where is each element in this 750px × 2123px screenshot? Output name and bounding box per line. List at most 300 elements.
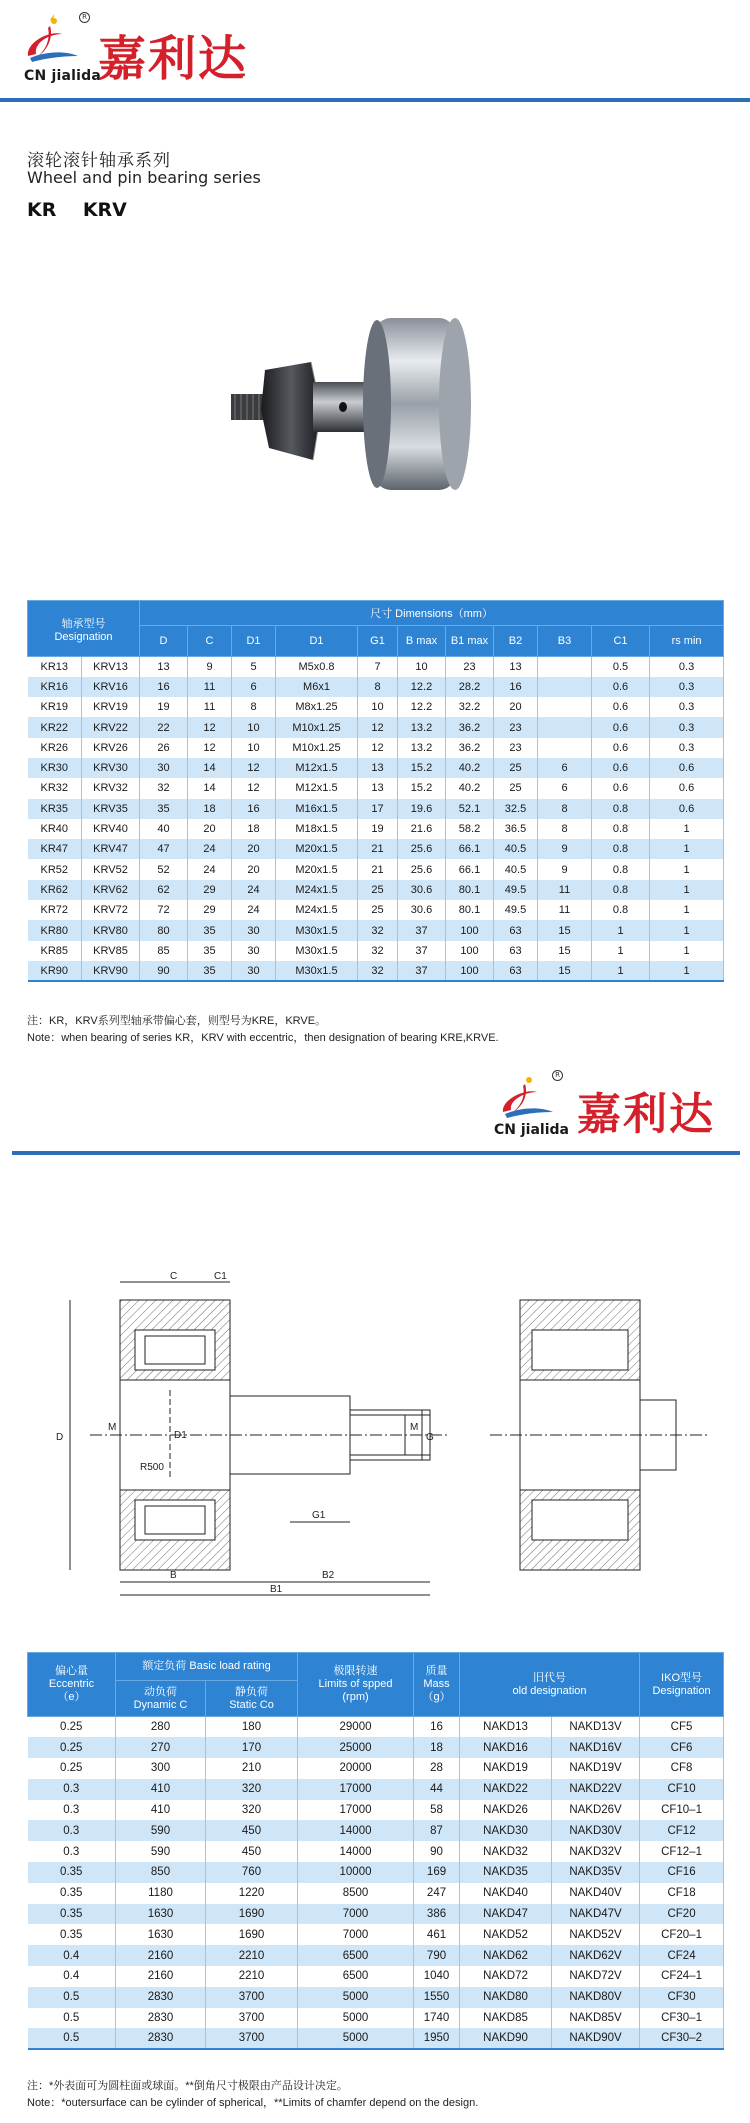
table-cell: CF30–1 — [640, 2008, 724, 2029]
table-cell: 30 — [232, 961, 276, 981]
table-cell: 1 — [592, 961, 650, 981]
table-cell: 25.6 — [398, 839, 446, 859]
dim-label-c1: C1 — [214, 1271, 227, 1282]
table-cell: 28 — [414, 1758, 460, 1779]
table-cell: KR80 — [28, 920, 82, 940]
table-cell: NAKD30 — [460, 1820, 552, 1841]
table-cell: 35 — [188, 941, 232, 961]
section-divider — [12, 1151, 740, 1155]
table-cell: 1 — [650, 900, 724, 920]
table-cell: 19 — [140, 697, 188, 717]
table-cell: 29000 — [298, 1717, 414, 1738]
table-cell: 26 — [140, 738, 188, 758]
table-cell: 410 — [116, 1800, 206, 1821]
table-cell: 270 — [116, 1737, 206, 1758]
dimensions-header: 尺寸 Dimensions（mm） — [140, 601, 724, 626]
table-cell: 19 — [358, 819, 398, 839]
table-row — [28, 1904, 724, 1925]
table-cell: 12 — [358, 717, 398, 737]
table-cell: NAKD62 — [460, 1945, 552, 1966]
dim-col-header: B max — [398, 626, 446, 657]
table-cell: 0.5 — [28, 2008, 116, 2029]
table-cell: 8 — [538, 819, 592, 839]
load-rating-table — [27, 1652, 724, 2050]
table-cell: 6500 — [298, 1945, 414, 1966]
table-cell: 0.6 — [592, 738, 650, 758]
table-cell: KRV32 — [82, 778, 140, 798]
table-cell: CF20 — [640, 1904, 724, 1925]
table-row — [28, 2028, 724, 2049]
registered-mark-2: R — [552, 1070, 563, 1081]
table-cell: 37 — [398, 961, 446, 981]
table-cell: 11 — [188, 697, 232, 717]
table-cell: 10 — [398, 657, 446, 677]
table-cell: 30 — [232, 941, 276, 961]
table-cell: 11 — [538, 900, 592, 920]
table-cell: 1 — [650, 839, 724, 859]
table-cell: 1220 — [206, 1883, 298, 1904]
table-cell: M30x1.5 — [276, 920, 358, 940]
dim-label-d1: D1 — [174, 1430, 187, 1441]
table-cell: KR85 — [28, 941, 82, 961]
table-cell: 30.6 — [398, 880, 446, 900]
table-cell: 25 — [358, 880, 398, 900]
table-cell: 0.35 — [28, 1862, 116, 1883]
table-cell: 0.8 — [592, 799, 650, 819]
table-cell: CF18 — [640, 1883, 724, 1904]
table-cell: 32 — [358, 920, 398, 940]
table-cell: CF16 — [640, 1862, 724, 1883]
table-cell: M10x1.25 — [276, 738, 358, 758]
table-cell: 1740 — [414, 2008, 460, 2029]
table-cell: KRV19 — [82, 697, 140, 717]
table-cell: 12 — [188, 738, 232, 758]
table-cell — [538, 697, 592, 717]
table-cell: 100 — [446, 920, 494, 940]
table-cell: KR72 — [28, 900, 82, 920]
table-cell: 10000 — [298, 1862, 414, 1883]
table-cell: NAKD85V — [552, 2008, 640, 2029]
table-cell: 9 — [188, 657, 232, 677]
static-header: 静负荷 Static Co — [206, 1681, 298, 1717]
table-cell: KRV35 — [82, 799, 140, 819]
table-cell: 0.25 — [28, 1737, 116, 1758]
table-cell: 0.3 — [28, 1779, 116, 1800]
technical-drawing — [50, 1270, 750, 1600]
table-cell: M20x1.5 — [276, 839, 358, 859]
table-cell: 29 — [188, 900, 232, 920]
table-cell: 0.3 — [650, 677, 724, 697]
table-cell: NAKD62V — [552, 1945, 640, 1966]
dim-col-header: D1 — [276, 626, 358, 657]
table-cell: 21.6 — [398, 819, 446, 839]
table-row — [28, 799, 724, 819]
table-cell: 40 — [140, 819, 188, 839]
dim-label-b1: B1 — [270, 1584, 283, 1595]
designation-header: 轴承型号 Designation — [28, 601, 140, 657]
table-cell: KRV72 — [82, 900, 140, 920]
table-cell: 3700 — [206, 1987, 298, 2008]
table-cell: CF24 — [640, 1945, 724, 1966]
table-cell: NAKD22 — [460, 1779, 552, 1800]
table-cell: 1 — [592, 941, 650, 961]
table-cell: 37 — [398, 941, 446, 961]
table-cell: NAKD40V — [552, 1883, 640, 1904]
table-cell: 1 — [592, 920, 650, 940]
table-cell: 90 — [140, 961, 188, 981]
table-cell: KRV62 — [82, 880, 140, 900]
dim-label-m: M — [108, 1422, 117, 1433]
table-cell: 15 — [538, 961, 592, 981]
table-cell: 2830 — [116, 1987, 206, 2008]
table-cell: NAKD47 — [460, 1904, 552, 1925]
dim-col-header: B3 — [538, 626, 592, 657]
table-cell: KRV40 — [82, 819, 140, 839]
dim-col-header: rs min — [650, 626, 724, 657]
table-row — [28, 819, 724, 839]
dim-label-r500: R500 — [140, 1462, 164, 1473]
dim-col-header: D1 — [232, 626, 276, 657]
table1-note: 注：KR，KRV系列型轴承带偏心套，则型号为KRE，KRVE。 Note：when bearing of series KR，KRV with eccentric，then designation of bearing KRE,KRVE. — [27, 1015, 499, 1044]
table-cell: 461 — [414, 1924, 460, 1945]
table-cell: 169 — [414, 1862, 460, 1883]
table-cell: M6x1 — [276, 677, 358, 697]
brand-name-en: CN jialida — [24, 68, 101, 84]
table-cell: 15 — [538, 920, 592, 940]
brand-name-en-2: CN jialida — [494, 1122, 569, 1138]
table-cell: 16 — [140, 677, 188, 697]
table-cell: 790 — [414, 1945, 460, 1966]
table-cell: NAKD19V — [552, 1758, 640, 1779]
speed-header: 极限转速 Limits of spped (rpm) — [298, 1653, 414, 1717]
table-cell: 12 — [232, 758, 276, 778]
table-row — [28, 1820, 724, 1841]
table-cell: M10x1.25 — [276, 717, 358, 737]
table-cell: 1950 — [414, 2028, 460, 2049]
table-cell: 13.2 — [398, 738, 446, 758]
table-cell: KR62 — [28, 880, 82, 900]
table-cell: 18 — [414, 1737, 460, 1758]
table-row — [28, 1883, 724, 1904]
table-cell: 30.6 — [398, 900, 446, 920]
table-cell: 9 — [538, 859, 592, 879]
table-cell: M12x1.5 — [276, 778, 358, 798]
table-cell: 12 — [232, 778, 276, 798]
table-cell: 0.6 — [592, 778, 650, 798]
table-cell: NAKD35 — [460, 1862, 552, 1883]
table-cell: 9 — [538, 839, 592, 859]
table-cell: 35 — [188, 920, 232, 940]
table-row — [28, 900, 724, 920]
table-cell: 63 — [494, 961, 538, 981]
table-cell: 2830 — [116, 2008, 206, 2029]
table-cell: 30 — [140, 758, 188, 778]
table-cell: 15.2 — [398, 778, 446, 798]
table-cell: M12x1.5 — [276, 758, 358, 778]
table-cell: 0.3 — [650, 657, 724, 677]
table-row — [28, 859, 724, 879]
table-cell: KR90 — [28, 961, 82, 981]
table-cell: 2160 — [116, 1966, 206, 1987]
table-cell: 7000 — [298, 1904, 414, 1925]
table-cell: 13 — [358, 758, 398, 778]
table-cell: 1550 — [414, 1987, 460, 2008]
table-cell: 40.2 — [446, 758, 494, 778]
table-cell: 30 — [232, 920, 276, 940]
table-cell: 17000 — [298, 1800, 414, 1821]
mass-header: 质量 Mass （g） — [414, 1653, 460, 1717]
table-row — [28, 1779, 724, 1800]
table-row — [28, 657, 724, 677]
table-cell: 58 — [414, 1800, 460, 1821]
table-cell: CF10 — [640, 1779, 724, 1800]
table-cell: 49.5 — [494, 900, 538, 920]
table-cell: M8x1.25 — [276, 697, 358, 717]
table-cell: 1690 — [206, 1924, 298, 1945]
table-cell: 35 — [188, 961, 232, 981]
dim-label-b: B — [170, 1570, 177, 1581]
table-cell: 23 — [494, 738, 538, 758]
bearing-product-image — [225, 290, 495, 510]
table-cell — [538, 657, 592, 677]
table-cell: CF5 — [640, 1717, 724, 1738]
table-cell: NAKD90 — [460, 2028, 552, 2049]
table-cell: 0.6 — [650, 799, 724, 819]
table-cell: 1630 — [116, 1924, 206, 1945]
dim-label-g: G — [426, 1432, 434, 1443]
table-cell: 0.6 — [650, 778, 724, 798]
table-row — [28, 758, 724, 778]
table-cell: 7000 — [298, 1924, 414, 1945]
table-cell: NAKD26V — [552, 1800, 640, 1821]
dynamic-header: 动负荷 Dynamic C — [116, 1681, 206, 1717]
series-title-en: Wheel and pin bearing series — [27, 168, 261, 187]
table-cell: NAKD32V — [552, 1841, 640, 1862]
table-cell: 66.1 — [446, 859, 494, 879]
table-cell: 25 — [494, 758, 538, 778]
table-cell: 0.35 — [28, 1904, 116, 1925]
table-cell: 0.4 — [28, 1945, 116, 1966]
table-cell: 280 — [116, 1717, 206, 1738]
table-row — [28, 2008, 724, 2029]
table-cell: 8 — [538, 799, 592, 819]
iko-header: IKO型号 Designation — [640, 1653, 724, 1717]
table-cell: 11 — [538, 880, 592, 900]
table-cell: 24 — [188, 839, 232, 859]
table-cell: 320 — [206, 1800, 298, 1821]
table-cell: KR47 — [28, 839, 82, 859]
table-cell: 1630 — [116, 1904, 206, 1925]
series-models: KR KRV — [27, 199, 127, 221]
table-cell: 6 — [538, 778, 592, 798]
table-cell: 80.1 — [446, 900, 494, 920]
table-cell: 13.2 — [398, 717, 446, 737]
table-cell: M24x1.5 — [276, 900, 358, 920]
dim-col-header: B2 — [494, 626, 538, 657]
table-cell: 0.3 — [650, 738, 724, 758]
table-cell: 320 — [206, 1779, 298, 1800]
table-cell: 20 — [232, 859, 276, 879]
table-row — [28, 961, 724, 981]
table-cell: 247 — [414, 1883, 460, 1904]
table-cell: KR52 — [28, 859, 82, 879]
table-cell: 760 — [206, 1862, 298, 1883]
table-cell: 100 — [446, 941, 494, 961]
table-cell: 8 — [358, 677, 398, 697]
table-cell: 20 — [232, 839, 276, 859]
table-cell: 80 — [140, 920, 188, 940]
dim-col-header: D — [140, 626, 188, 657]
table-row — [28, 717, 724, 737]
table-cell: 386 — [414, 1904, 460, 1925]
table-cell: 29 — [188, 880, 232, 900]
table-cell: 7 — [358, 657, 398, 677]
table-cell: CF12 — [640, 1820, 724, 1841]
table-cell: NAKD40 — [460, 1883, 552, 1904]
table-cell: 12 — [188, 717, 232, 737]
table-cell: 16 — [232, 799, 276, 819]
table-cell: KR40 — [28, 819, 82, 839]
table-cell: NAKD52 — [460, 1924, 552, 1945]
table-cell: 14 — [188, 778, 232, 798]
table-cell: 36.5 — [494, 819, 538, 839]
table-cell: 0.8 — [592, 819, 650, 839]
table-cell: 25000 — [298, 1737, 414, 1758]
table-cell: 5000 — [298, 2008, 414, 2029]
table-row — [28, 1945, 724, 1966]
table-cell: NAKD47V — [552, 1904, 640, 1925]
table-cell: 32.5 — [494, 799, 538, 819]
table-cell: 180 — [206, 1717, 298, 1738]
table-cell: 37 — [398, 920, 446, 940]
table-cell: NAKD85 — [460, 2008, 552, 2029]
table-cell: 20 — [494, 697, 538, 717]
table-cell: CF12–1 — [640, 1841, 724, 1862]
table-cell: 22 — [140, 717, 188, 737]
header-divider — [0, 98, 750, 102]
table-cell: 72 — [140, 900, 188, 920]
table-cell: 28.2 — [446, 677, 494, 697]
table-row — [28, 1987, 724, 2008]
table-row — [28, 1862, 724, 1883]
table-cell: 25 — [494, 778, 538, 798]
table-cell: 8500 — [298, 1883, 414, 1904]
table-cell: CF10–1 — [640, 1800, 724, 1821]
table-cell: 85 — [140, 941, 188, 961]
brand-logo-icon — [20, 12, 82, 72]
dimensions-table — [27, 600, 724, 982]
table-cell: 32.2 — [446, 697, 494, 717]
table-cell: NAKD16V — [552, 1737, 640, 1758]
table-cell: 450 — [206, 1841, 298, 1862]
table-cell: 24 — [188, 859, 232, 879]
table-row — [28, 677, 724, 697]
brand-name-cn-2: 嘉利达 — [577, 1089, 715, 1140]
table-cell: 1 — [650, 920, 724, 940]
table-cell: NAKD13 — [460, 1717, 552, 1738]
table-cell: 590 — [116, 1841, 206, 1862]
table-cell: 0.5 — [28, 2028, 116, 2049]
table-row — [28, 1841, 724, 1862]
table-row — [28, 941, 724, 961]
table-cell: 3700 — [206, 2028, 298, 2049]
table-cell: KRV26 — [82, 738, 140, 758]
table-cell: NAKD35V — [552, 1862, 640, 1883]
table-cell: 63 — [494, 941, 538, 961]
dim-label-c: C — [170, 1271, 178, 1282]
table-cell: 62 — [140, 880, 188, 900]
table-cell: 17000 — [298, 1779, 414, 1800]
table-cell: 12 — [358, 738, 398, 758]
table-row — [28, 920, 724, 940]
table-cell: 0.25 — [28, 1758, 116, 1779]
table-cell: 12.2 — [398, 697, 446, 717]
table-cell: KR13 — [28, 657, 82, 677]
table-row — [28, 880, 724, 900]
registered-mark: R — [79, 12, 90, 23]
table-cell: 100 — [446, 961, 494, 981]
table-cell: 0.8 — [592, 839, 650, 859]
table-cell: NAKD80 — [460, 1987, 552, 2008]
table-cell: 1 — [650, 819, 724, 839]
table-cell: 10 — [232, 717, 276, 737]
dim-col-header: G1 — [358, 626, 398, 657]
table-cell: 25.6 — [398, 859, 446, 879]
table-cell: 6 — [232, 677, 276, 697]
table-cell: 35 — [140, 799, 188, 819]
table-cell: 16 — [494, 677, 538, 697]
table-cell: 10 — [232, 738, 276, 758]
dim-label-d: D — [56, 1432, 64, 1443]
table-row — [28, 1717, 724, 1738]
table-cell: 11 — [188, 677, 232, 697]
table-cell: 12.2 — [398, 677, 446, 697]
table-cell: 10 — [358, 697, 398, 717]
series-title-cn: 滚轮滚针轴承系列 — [27, 151, 171, 171]
table-cell: 0.3 — [650, 717, 724, 737]
table-row — [28, 839, 724, 859]
table-cell: CF30 — [640, 1987, 724, 2008]
table-cell: M20x1.5 — [276, 859, 358, 879]
table-cell: CF30–2 — [640, 2028, 724, 2049]
table-row — [28, 1924, 724, 1945]
table-cell: 1 — [650, 859, 724, 879]
table-cell: 8 — [232, 697, 276, 717]
table-cell: 170 — [206, 1737, 298, 1758]
dim-label-b2: B2 — [322, 1570, 335, 1581]
table-cell: NAKD16 — [460, 1737, 552, 1758]
table-cell: KRV16 — [82, 677, 140, 697]
table-cell: 13 — [494, 657, 538, 677]
table-cell: 2160 — [116, 1945, 206, 1966]
table-cell: 47 — [140, 839, 188, 859]
table-cell: 2210 — [206, 1966, 298, 1987]
table-cell: 1 — [650, 961, 724, 981]
table-cell: KRV80 — [82, 920, 140, 940]
table-cell: 20 — [188, 819, 232, 839]
table-cell: NAKD30V — [552, 1820, 640, 1841]
table-cell: KR26 — [28, 738, 82, 758]
table-cell: CF6 — [640, 1737, 724, 1758]
table-cell: 40.5 — [494, 839, 538, 859]
table-cell: NAKD13V — [552, 1717, 640, 1738]
table-cell: 5 — [232, 657, 276, 677]
table-cell: NAKD80V — [552, 1987, 640, 2008]
table-row — [28, 738, 724, 758]
table-cell: 0.25 — [28, 1717, 116, 1738]
table-cell: 18 — [188, 799, 232, 819]
table-cell: KRV90 — [82, 961, 140, 981]
